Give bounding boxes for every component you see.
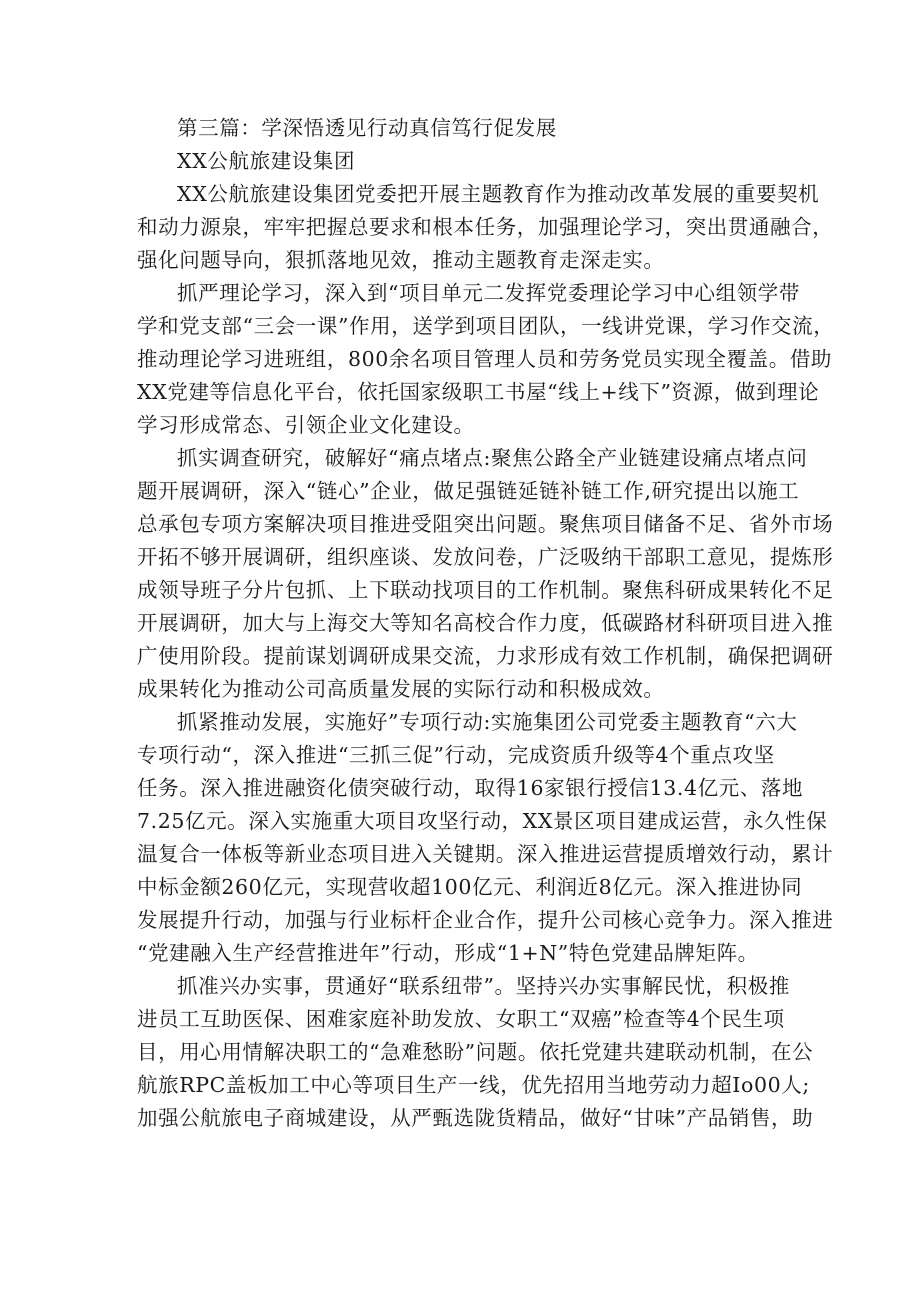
- paragraph-line: 强化问题导向，狠抓落地见效，推动主题教育走深走实。: [137, 248, 665, 272]
- document-org: XX公航旅建设集团: [177, 149, 356, 173]
- paragraph-line: 专项行动“，深入推进“三抓三促”行动，完成资质升级等4个重点攻坚: [137, 743, 775, 767]
- paragraph-line: XX公航旅建设集团党委把开展主题教育作为推动改革发展的重要契机: [177, 182, 820, 206]
- paragraph-line: XX党建等信息化平台，依托国家级职工书屋“线上+线下”资源，做到理论: [137, 380, 820, 404]
- paragraph-line: 加强公航旅电子商城建设，从严甄选陇货精品，做好“甘味”产品销售，助: [137, 1106, 814, 1130]
- paragraph-line: 学和党支部“三会一课”作用，送学到项目团队，一线讲党课，学习作交流，: [137, 314, 835, 338]
- paragraph-line: 开展调研，加大与上海交大等知名高校合作力度，低碳路材科研项目进入推: [137, 611, 834, 635]
- paragraph-line: 抓紧推动发展，实施好”专项行动:实施集团公司党委主题教育“六大: [177, 710, 798, 734]
- paragraph-line: 航旅RPC盖板加工中心等项目生产一线，优先招用当地劳动力超Io00人;: [137, 1073, 810, 1097]
- paragraph-line: 任务。深入推进融资化债突破行动，取得16家银行授信13.4亿元、落地: [137, 776, 804, 800]
- paragraph-line: 中标金额260亿元，实现营收超100亿元、利润近8亿元。深入推进协同: [137, 875, 803, 899]
- paragraph-research: [137, 442, 834, 706]
- paragraph-line: 成领导班子分片包抓、上下联动找项目的工作机制。聚焦科研成果转化不足: [137, 578, 834, 602]
- paragraph-development: [137, 706, 834, 970]
- paragraph-practical-matters: [137, 970, 814, 1135]
- paragraph-line: 成果转化为推动公司高质量发展的实际行动和积极成效。: [137, 677, 665, 701]
- paragraph-line: 7.25亿元。深入实施重大项目攻坚行动，XX景区项目建成运营，永久性保: [137, 809, 828, 833]
- paragraph-line: 开拓不够开展调研，组织座谈、发放问卷，广泛吸纳干部职工意见，提炼形: [137, 545, 834, 569]
- paragraph-theory-study: [137, 277, 835, 442]
- paragraph-line: 发展提升行动，加强与行业标杆企业合作，提升公司核心竞争力。深入推进: [137, 908, 834, 932]
- paragraph-line: 广使用阶段。提前谋划调研成果交流，力求形成有效工作机制，确保把调研: [137, 644, 834, 668]
- document-title: 第三篇：学深悟透见行动真信笃行促发展: [177, 116, 557, 140]
- paragraph-line: 学习形成常态、引领企业文化建设。: [137, 413, 475, 437]
- paragraph-line: 抓严理论学习，深入到“项目单元二发挥党委理论学习中心组领学带: [177, 281, 800, 305]
- paragraph-line: 温复合一体板等新业态项目进入关键期。深入推进运营提质增效行动，累计: [137, 842, 834, 866]
- paragraph-line: 目，用心用情解决职工的“急难愁盼”问题。依托党建共建联动机制，在公: [137, 1040, 814, 1064]
- paragraph-line: 进员工互助医保、困难家庭补助发放、女职工“双癌”检查等4个民生项: [137, 1007, 785, 1031]
- paragraph-line: 抓准兴办实事，贯通好“联系纽带”。坚持兴办实事解民忧，积极推: [177, 974, 790, 998]
- paragraph-line: 推动理论学习进班组，800余名项目管理人员和劳务党员实现全覆盖。借助: [137, 347, 833, 371]
- document-page: [137, 112, 835, 1135]
- paragraph-intro: [137, 178, 834, 277]
- paragraph-line: 抓实调查研究，破解好“痛点堵点:聚焦公路全产业链建设痛点堵点问: [177, 446, 808, 470]
- paragraph-line: 题开展调研，深入“链心”企业，做足强链延链补链工作,研究提出以施工: [137, 479, 800, 503]
- paragraph-line: “党建融入生产经营推进年”行动，形成“1+N”特色党建品牌矩阵。: [137, 941, 759, 965]
- paragraph-line: 总承包专项方案解决项目推进受阻突出问题。聚焦项目储备不足、省外市场: [137, 512, 834, 536]
- paragraph-line: 和动力源泉，牢牢把握总要求和根本任务，加强理论学习，突出贯通融合，: [137, 215, 834, 239]
